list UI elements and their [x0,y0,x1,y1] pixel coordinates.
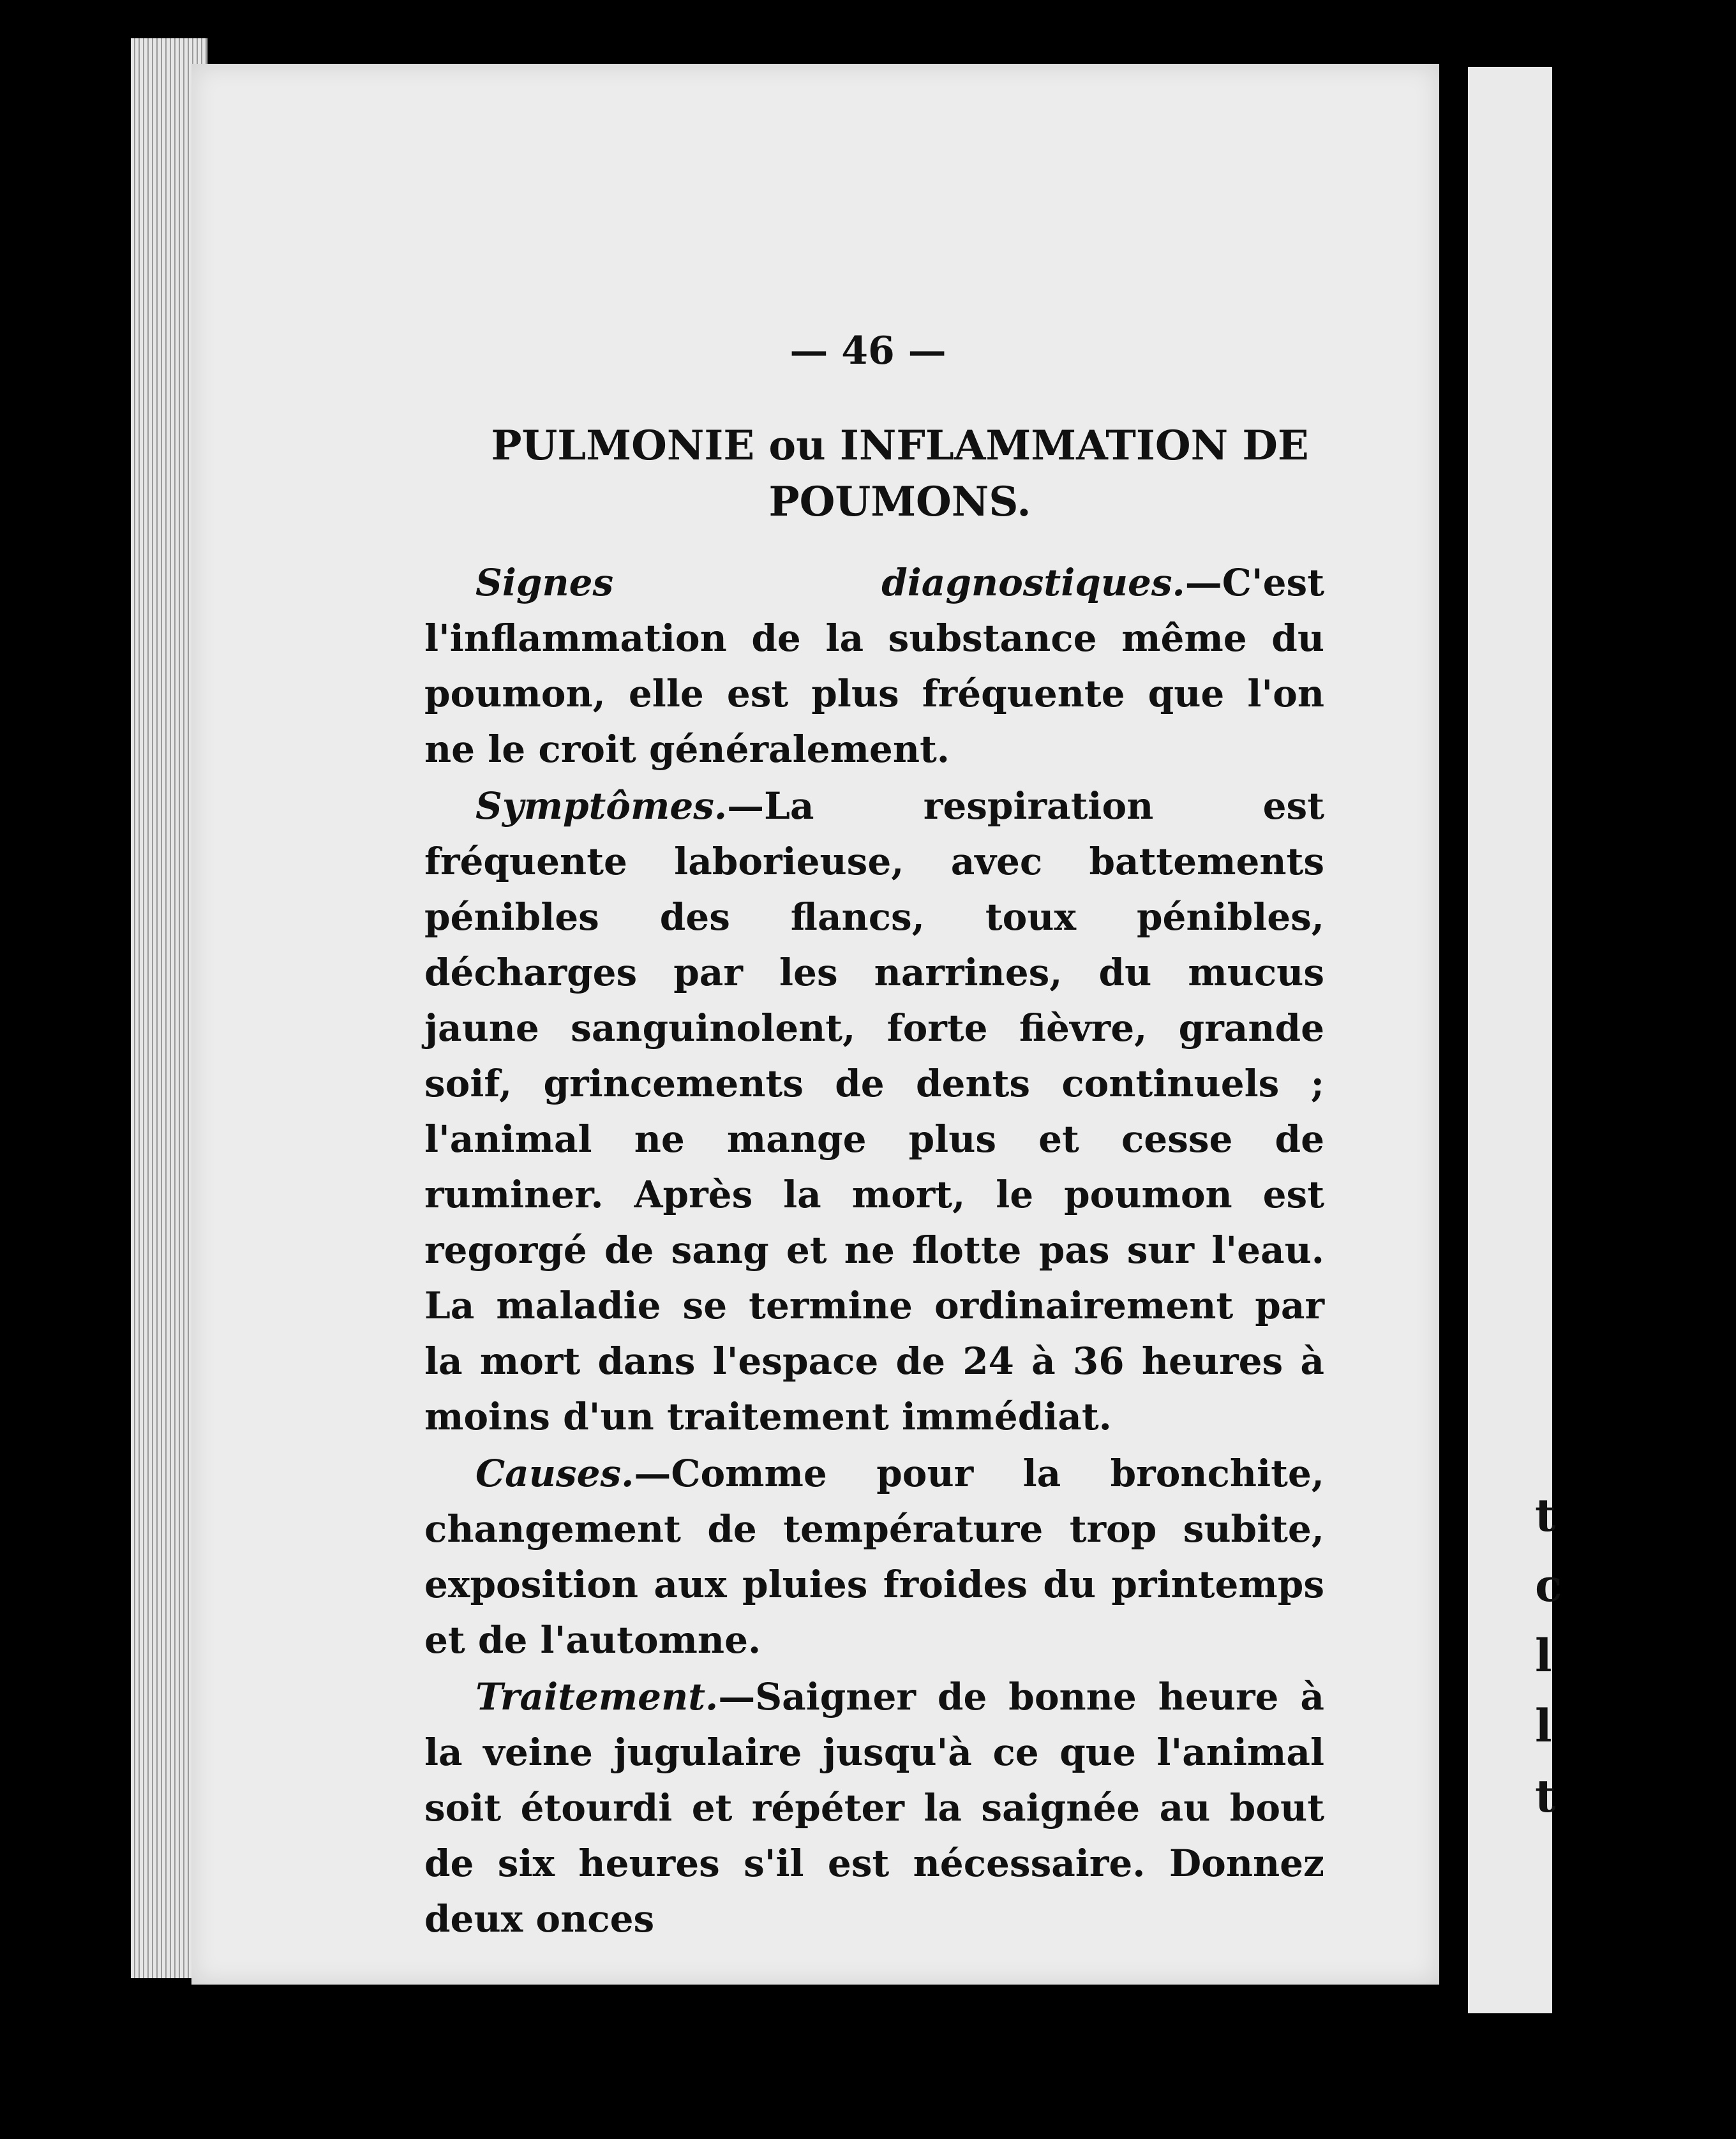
paragraph-text: —Comme pour la bronchite, changement de température trop subite, exposition aux pluies froides du printemps et de l'automne. [424,1452,1324,1662]
title-line-2: POUMONS. [768,478,1031,526]
paragraph-symptomes [424,779,1324,1445]
body-text [424,555,1324,1948]
facing-mark: c [1535,1559,1562,1612]
paragraph-label: Signes diagnostiques. [475,561,1185,604]
paragraph-label: Symptômes. [475,784,728,828]
paragraph-signes [424,555,1324,777]
facing-page-marks [1535,1480,1562,1831]
paragraph-label: Traitement. [475,1675,719,1718]
facing-mark: t [1535,1489,1556,1542]
facing-mark: l [1535,1699,1552,1752]
facing-mark: t [1535,1770,1556,1822]
page-title [447,418,1353,530]
paragraph-text: —C'est l'inflammation de la substance même du poumon, elle est plus fréquente que l'on ne le croit généralement. [424,561,1324,771]
paragraph-text: —Saigner de bonne heure à la veine jugulaire jusqu'à ce que l'animal soit étourdi et répéter la saignée au bout de six heures s'il est nécessaire. Donnez deux onces [424,1675,1324,1941]
paragraph-causes [424,1446,1324,1668]
title-line-1: PULMONIE ou INFLAMMATION DE [491,422,1309,470]
paragraph-text: —La respiration est fréquente laborieuse, avec battements pénibles des flancs, toux pénibles, décharges par les narrines, du mucus jaune sanguinolent, forte fièvre, grande soif, grincements de dents continuels ; l'animal ne mange plus et cesse de ruminer. Après la mort, le poumon est regorgé de sang et ne flotte pas sur l'eau. La maladie se termine ordinairement par la mort dans l'espace de 24 à 36 heures à moins d'un traitement immédiat. [424,784,1324,1438]
facing-mark: l [1535,1629,1552,1682]
paragraph-label: Causes. [475,1452,634,1495]
page-number: — 46 — [789,329,947,373]
paragraph-traitement [424,1669,1324,1947]
